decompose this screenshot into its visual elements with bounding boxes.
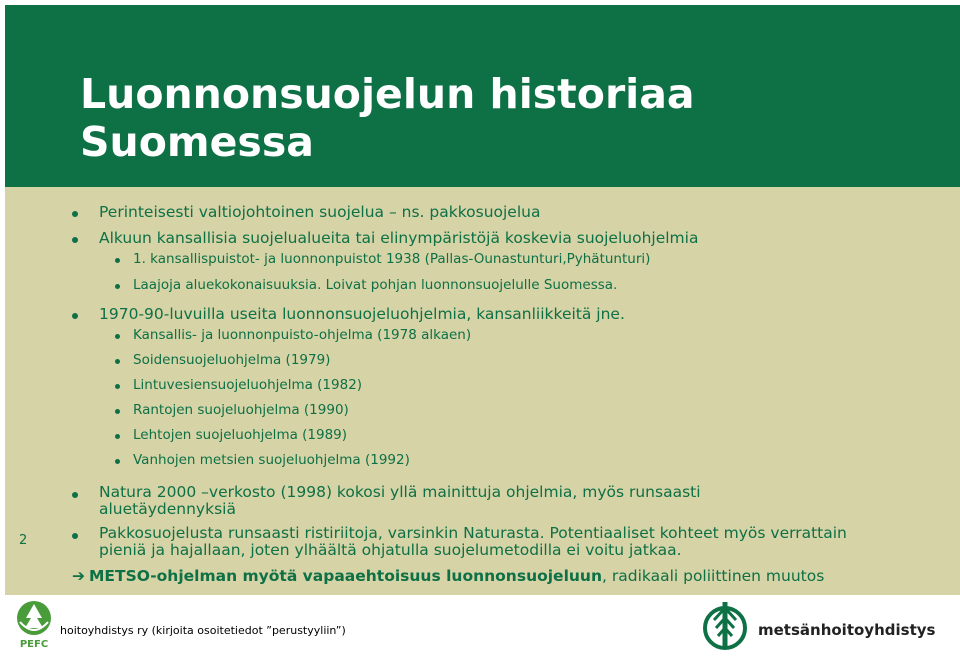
sub-bullet-item: Rantojen suojeluohjelma (1990) bbox=[133, 402, 349, 418]
conclusion-rest: , radikaali poliittinen muutos bbox=[602, 567, 825, 585]
brand-name: metsänhoitoyhdistys bbox=[758, 621, 936, 639]
sub-bullet-item: Lintuvesiensuojeluohjelma (1982) bbox=[133, 377, 363, 393]
right-arrow-icon: ➔ bbox=[72, 567, 85, 585]
title-line-1: Luonnonsuojelun historiaa bbox=[80, 70, 695, 118]
conclusion-line bbox=[72, 567, 824, 585]
slide-number: 2 bbox=[19, 533, 28, 548]
bullet-item: Natura 2000 –verkosto (1998) kokosi yllä mainittuja ohjelmia, myös runsaasti aluetäydennyksiä bbox=[99, 484, 839, 518]
title-line-2: Suomessa bbox=[80, 118, 314, 166]
sub-bullet-item: Kansallis- ja luonnonpuisto-ohjelma (1978 alkaen) bbox=[133, 327, 472, 343]
conclusion-bold: METSO-ohjelman myötä vapaaehtoisuus luonnonsuojeluun bbox=[89, 567, 602, 585]
sub-bullet-item: Soidensuojeluohjelma (1979) bbox=[133, 352, 331, 368]
bullet-item: Pakkosuojelusta runsaasti ristiriitoja, varsinkin Naturasta. Potentiaaliset kohteet myös verrattain pieniä ja hajallaan, joten ylhäältä ohjatulla suojelumetodilla ei voitu jatkaa. bbox=[99, 525, 879, 559]
sub-bullet-item: 1. kansallispuistot- ja luonnonpuistot 1938 (Pallas-Ounastunturi,Pyhätunturi) bbox=[133, 251, 651, 267]
sub-bullet-item: Laajoja aluekokonaisuuksia. Loivat pohjan luonnonsuojelulle Suomessa. bbox=[133, 277, 618, 293]
bullet-item: Perinteisesti valtiojohtoinen suojelua – ns. pakkosuojelua bbox=[99, 203, 541, 221]
footer-text: hoitoyhdistys ry (kirjoita osoitetiedot ”perustyyliin”) bbox=[60, 624, 346, 637]
svg-text:PEFC: PEFC bbox=[19, 639, 49, 650]
bullet-item: 1970-90-luvuilla useita luonnonsuojeluohjelmia, kansanliikkeitä jne. bbox=[99, 305, 625, 323]
sub-bullet-item: Lehtojen suojeluohjelma (1989) bbox=[133, 427, 348, 443]
sub-bullet-item: Vanhojen metsien suojeluohjelma (1992) bbox=[133, 452, 410, 468]
mhy-logo-icon bbox=[702, 598, 748, 654]
bullet-item: Alkuun kansallisia suojelualueita tai elinympäristöjä koskevia suojeluohjelmia bbox=[99, 229, 699, 247]
pefc-logo bbox=[12, 598, 56, 650]
slide-title bbox=[80, 70, 695, 166]
